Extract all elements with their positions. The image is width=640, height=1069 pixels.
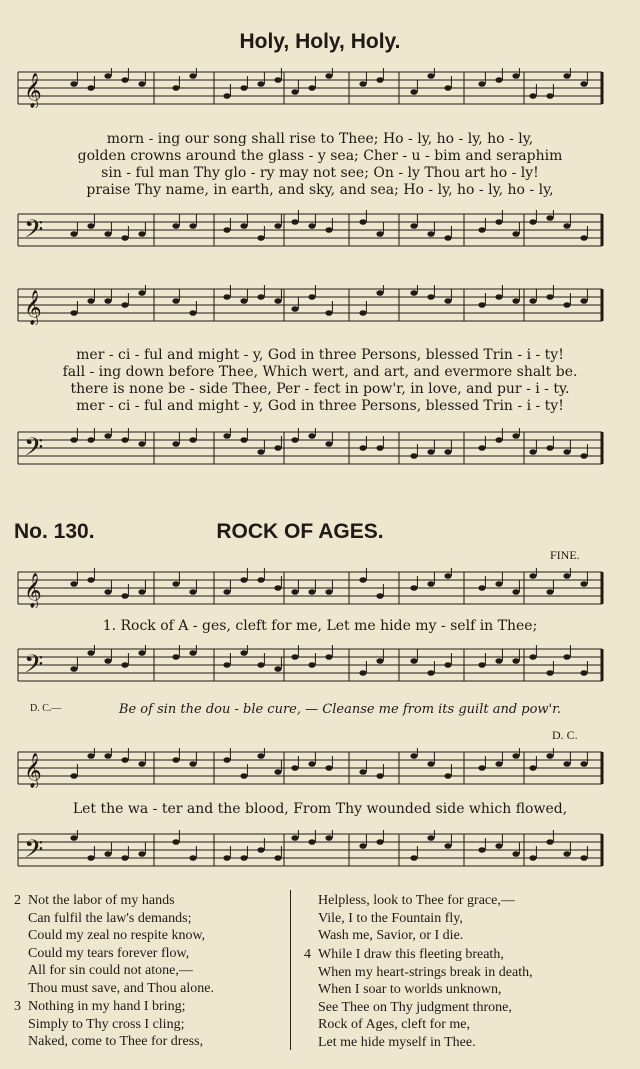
lyric-line: Let the wa - ter and the blood, From Thy wounded side which flowed, (72, 801, 568, 817)
lyric-line: praise Thy name, in earth, and sky, and sea; Ho - ly, ho - ly, ho - ly, (86, 182, 554, 198)
lyric-line: golden crowns around the glass - y sea; Cher - u - bim and seraphim (77, 148, 563, 164)
lyric-line: fall - ing down before Thee, Which wert, and art, and evermore shalt be. (62, 364, 578, 380)
treble-staff (14, 285, 606, 325)
dc-mark: D. C. (552, 728, 578, 742)
lyric-line: there is none be - side Thee, Per - fect in pow'r, in love, and pur - i - ty. (70, 381, 570, 397)
bass-staff (14, 428, 606, 468)
lyric-line: sin - ful man Thy glo - ry may not see; On - ly Thou art ho - ly! (101, 165, 539, 181)
svg-text:𝄞: 𝄞 (24, 290, 42, 325)
bass-staff (14, 210, 606, 250)
verse-2: 2 Not the labor of my hands Can fulfil the law's demands; Could my zeal no respite know, Could my tears forever flow, All for sin could not atone,— Thou must save, and Thou alone. (14, 893, 214, 996)
bass-staff (14, 645, 606, 685)
bass-staff (14, 830, 606, 870)
lyric-line: morn - ing our song shall rise to Thee; Ho - ly, ho - ly, ho - ly, (106, 131, 534, 147)
lyric-line: Be of sin the dou - ble cure, — Cleanse me from its guilt and pow'r. (118, 702, 562, 717)
verse-4: 4 While I draw this fleeting breath, When my heart-strings break in death, When I soar to worlds unknown, See Thee on Thy judgment throne, Rock of Ages, cleft for me, Let me hide myself in Thee. (304, 947, 533, 1050)
hymn-title: ROCK OF AGES. (216, 520, 384, 543)
treble-staff (14, 748, 606, 788)
hymn-number: No. 130. (14, 520, 95, 543)
treble-staff (14, 568, 606, 608)
verse-3: 3 Nothing in my hand I bring; Simply to Thy cross I cling; Naked, come to Thee for dress, (14, 999, 204, 1049)
svg-text:𝄢: 𝄢 (24, 215, 44, 250)
svg-text:𝄢: 𝄢 (24, 433, 44, 468)
column-divider (290, 890, 291, 1050)
svg-text:𝄢: 𝄢 (24, 835, 44, 870)
hymn-title: Holy, Holy, Holy. (239, 30, 401, 53)
lyric-line: mer - ci - ful and might - y, God in three Persons, blessed Trin - i - ty! (76, 398, 564, 414)
treble-staff (14, 68, 606, 108)
lyric-line: mer - ci - ful and might - y, God in three Persons, blessed Trin - i - ty! (76, 347, 564, 363)
lyric-line: 1. Rock of A - ges, cleft for me, Let me hide my - self in Thee; (102, 618, 538, 634)
dc-label: D. C.— (30, 703, 62, 714)
svg-text:𝄢: 𝄢 (24, 650, 44, 685)
svg-text:𝄞: 𝄞 (24, 73, 42, 108)
svg-text:𝄞: 𝄞 (24, 753, 42, 788)
fine-mark: FINE. (550, 548, 580, 562)
svg-text:𝄞: 𝄞 (24, 573, 42, 608)
verse-3-cont: Helpless, look to Thee for grace,— Vile, I to the Fountain fly, Wash me, Savior, or I die. (318, 893, 515, 943)
